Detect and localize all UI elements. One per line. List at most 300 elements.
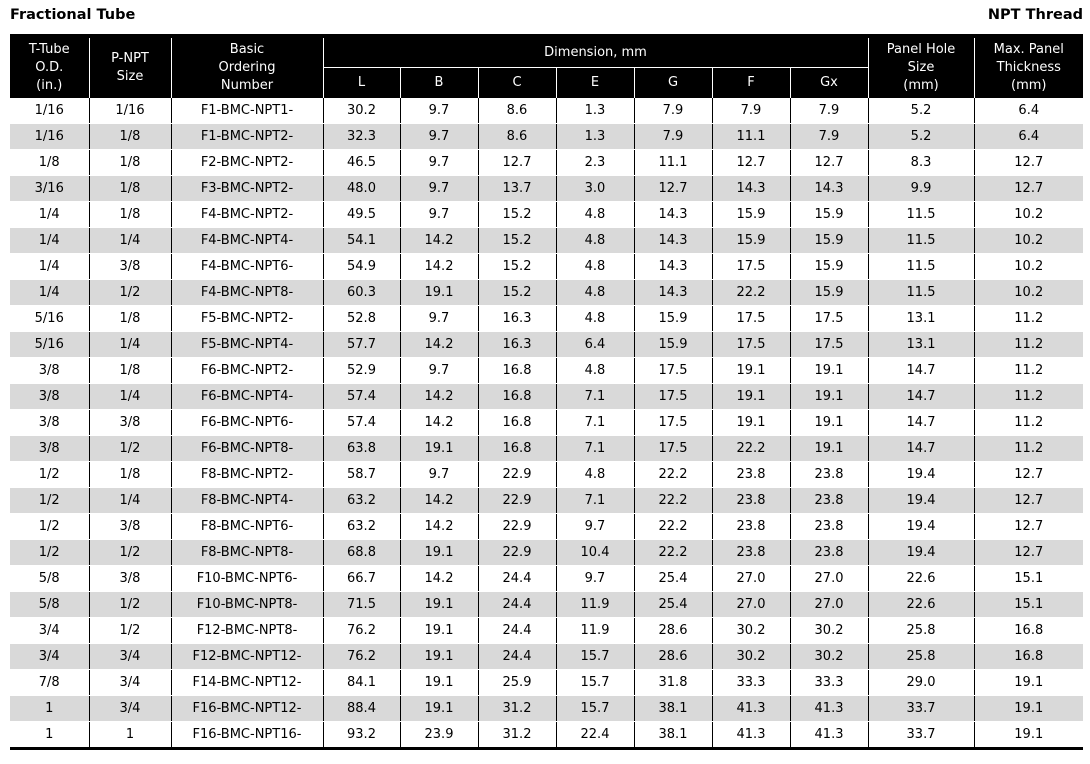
cell-dim-l: 84.1	[323, 670, 400, 696]
cell-dim-gx: 23.8	[790, 540, 868, 566]
table-row	[10, 98, 1083, 124]
cell-pnpt-size: 1/8	[89, 358, 171, 384]
cell-dim-f: 23.8	[712, 462, 790, 488]
cell-dim-e: 4.8	[556, 306, 634, 332]
cell-dim-l: 88.4	[323, 696, 400, 722]
cell-dim-e: 11.9	[556, 618, 634, 644]
cell-dim-g: 38.1	[634, 696, 712, 722]
cell-panel-hole-size: 14.7	[868, 358, 974, 384]
cell-dim-b: 19.1	[400, 696, 478, 722]
cell-tube-od: 1/16	[10, 98, 89, 124]
table-row	[10, 436, 1083, 462]
cell-tube-od: 3/4	[10, 618, 89, 644]
cell-dim-b: 9.7	[400, 462, 478, 488]
table-row	[10, 566, 1083, 592]
table-title: Fractional Tube	[10, 7, 136, 23]
cell-panel-hole-size: 25.8	[868, 618, 974, 644]
cell-dim-e: 4.8	[556, 358, 634, 384]
cell-pnpt-size: 1/2	[89, 592, 171, 618]
cell-ordering-number: F4-BMC-NPT8-	[171, 280, 323, 306]
cell-dim-l: 63.8	[323, 436, 400, 462]
cell-ordering-number: F8-BMC-NPT4-	[171, 488, 323, 514]
cell-dim-b: 9.7	[400, 150, 478, 176]
cell-tube-od: 3/4	[10, 644, 89, 670]
cell-max-panel-thickness: 11.2	[974, 306, 1083, 332]
cell-dim-c: 16.8	[478, 436, 556, 462]
cell-dim-f: 19.1	[712, 410, 790, 436]
cell-dim-f: 7.9	[712, 98, 790, 124]
cell-dim-f: 19.1	[712, 358, 790, 384]
cell-dim-b: 19.1	[400, 280, 478, 306]
cell-dim-l: 71.5	[323, 592, 400, 618]
cell-dim-g: 11.1	[634, 150, 712, 176]
cell-dim-f: 33.3	[712, 670, 790, 696]
cell-dim-e: 7.1	[556, 436, 634, 462]
cell-dim-c: 16.3	[478, 306, 556, 332]
cell-pnpt-size: 3/8	[89, 410, 171, 436]
cell-max-panel-thickness: 19.1	[974, 722, 1083, 749]
table-row	[10, 280, 1083, 306]
cell-dim-b: 14.2	[400, 410, 478, 436]
col-header-pnpt-size: P-NPT Size	[89, 38, 171, 98]
cell-dim-gx: 15.9	[790, 254, 868, 280]
cell-dim-b: 9.7	[400, 176, 478, 202]
cell-dim-b: 19.1	[400, 670, 478, 696]
cell-pnpt-size: 3/4	[89, 644, 171, 670]
cell-dim-f: 30.2	[712, 644, 790, 670]
cell-dim-g: 22.2	[634, 540, 712, 566]
cell-dim-b: 14.2	[400, 384, 478, 410]
table-row	[10, 332, 1083, 358]
cell-dim-f: 22.2	[712, 436, 790, 462]
cell-dim-gx: 14.3	[790, 176, 868, 202]
cell-dim-f: 23.8	[712, 514, 790, 540]
cell-dim-b: 14.2	[400, 254, 478, 280]
cell-dim-g: 17.5	[634, 384, 712, 410]
table-row	[10, 410, 1083, 436]
cell-dim-g: 31.8	[634, 670, 712, 696]
cell-dim-f: 12.7	[712, 150, 790, 176]
cell-dim-l: 46.5	[323, 150, 400, 176]
cell-pnpt-size: 1/8	[89, 124, 171, 150]
cell-dim-g: 14.3	[634, 228, 712, 254]
cell-panel-hole-size: 19.4	[868, 462, 974, 488]
cell-dim-f: 41.3	[712, 696, 790, 722]
cell-panel-hole-size: 33.7	[868, 696, 974, 722]
cell-dim-g: 28.6	[634, 644, 712, 670]
cell-dim-f: 14.3	[712, 176, 790, 202]
cell-dim-g: 38.1	[634, 722, 712, 749]
col-header-ordering-number: Basic Ordering Number	[171, 38, 323, 98]
cell-tube-od: 1/4	[10, 202, 89, 228]
cell-pnpt-size: 1/8	[89, 306, 171, 332]
cell-dim-g: 25.4	[634, 592, 712, 618]
cell-dim-b: 19.1	[400, 540, 478, 566]
cell-max-panel-thickness: 15.1	[974, 566, 1083, 592]
cell-dim-gx: 19.1	[790, 384, 868, 410]
table-row	[10, 124, 1083, 150]
cell-dim-gx: 27.0	[790, 566, 868, 592]
cell-max-panel-thickness: 10.2	[974, 228, 1083, 254]
cell-dim-c: 24.4	[478, 566, 556, 592]
cell-pnpt-size: 1/2	[89, 618, 171, 644]
cell-dim-gx: 17.5	[790, 332, 868, 358]
cell-dim-e: 9.7	[556, 514, 634, 540]
cell-ordering-number: F2-BMC-NPT2-	[171, 150, 323, 176]
cell-dim-l: 60.3	[323, 280, 400, 306]
cell-dim-l: 66.7	[323, 566, 400, 592]
cell-pnpt-size: 3/8	[89, 514, 171, 540]
cell-dim-l: 76.2	[323, 644, 400, 670]
cell-dim-gx: 41.3	[790, 696, 868, 722]
cell-ordering-number: F1-BMC-NPT2-	[171, 124, 323, 150]
cell-tube-od: 1/8	[10, 150, 89, 176]
cell-dim-b: 19.1	[400, 618, 478, 644]
cell-tube-od: 5/16	[10, 332, 89, 358]
cell-dim-c: 15.2	[478, 254, 556, 280]
cell-dim-b: 9.7	[400, 202, 478, 228]
table-row	[10, 514, 1083, 540]
cell-ordering-number: F12-BMC-NPT8-	[171, 618, 323, 644]
table-row	[10, 228, 1083, 254]
cell-dim-e: 22.4	[556, 722, 634, 749]
cell-dim-c: 15.2	[478, 280, 556, 306]
cell-tube-od: 1/4	[10, 254, 89, 280]
cell-dim-g: 15.9	[634, 332, 712, 358]
col-header-gx: Gx	[790, 68, 868, 99]
cell-dim-gx: 30.2	[790, 644, 868, 670]
cell-ordering-number: F14-BMC-NPT12-	[171, 670, 323, 696]
cell-dim-gx: 12.7	[790, 150, 868, 176]
cell-pnpt-size: 3/8	[89, 566, 171, 592]
cell-dim-b: 14.2	[400, 488, 478, 514]
col-header-f: F	[712, 68, 790, 99]
col-header-c: C	[478, 68, 556, 99]
cell-dim-c: 22.9	[478, 514, 556, 540]
cell-dim-gx: 23.8	[790, 462, 868, 488]
cell-dim-l: 76.2	[323, 618, 400, 644]
cell-max-panel-thickness: 19.1	[974, 670, 1083, 696]
cell-tube-od: 1/16	[10, 124, 89, 150]
cell-dim-f: 27.0	[712, 566, 790, 592]
cell-pnpt-size: 1/8	[89, 462, 171, 488]
cell-dim-l: 57.4	[323, 410, 400, 436]
table-row	[10, 176, 1083, 202]
cell-dim-e: 15.7	[556, 670, 634, 696]
cell-dim-gx: 15.9	[790, 202, 868, 228]
cell-dim-c: 22.9	[478, 462, 556, 488]
cell-ordering-number: F5-BMC-NPT2-	[171, 306, 323, 332]
cell-max-panel-thickness: 12.7	[974, 514, 1083, 540]
cell-ordering-number: F6-BMC-NPT2-	[171, 358, 323, 384]
cell-dim-g: 25.4	[634, 566, 712, 592]
cell-tube-od: 1/2	[10, 488, 89, 514]
table-row	[10, 150, 1083, 176]
cell-panel-hole-size: 13.1	[868, 332, 974, 358]
cell-dim-gx: 27.0	[790, 592, 868, 618]
cell-dim-f: 15.9	[712, 228, 790, 254]
cell-pnpt-size: 1/8	[89, 202, 171, 228]
cell-max-panel-thickness: 12.7	[974, 462, 1083, 488]
cell-ordering-number: F6-BMC-NPT4-	[171, 384, 323, 410]
table-row	[10, 384, 1083, 410]
cell-dim-c: 31.2	[478, 696, 556, 722]
cell-dim-c: 13.7	[478, 176, 556, 202]
cell-panel-hole-size: 19.4	[868, 540, 974, 566]
cell-dim-f: 15.9	[712, 202, 790, 228]
cell-dim-c: 15.2	[478, 228, 556, 254]
cell-dim-g: 17.5	[634, 358, 712, 384]
cell-dim-g: 15.9	[634, 306, 712, 332]
cell-pnpt-size: 3/4	[89, 670, 171, 696]
table-row	[10, 358, 1083, 384]
cell-dim-c: 16.8	[478, 384, 556, 410]
cell-dim-f: 17.5	[712, 306, 790, 332]
cell-dim-f: 17.5	[712, 254, 790, 280]
cell-panel-hole-size: 22.6	[868, 566, 974, 592]
cell-tube-od: 5/8	[10, 592, 89, 618]
cell-dim-gx: 15.9	[790, 280, 868, 306]
cell-pnpt-size: 1/2	[89, 436, 171, 462]
cell-max-panel-thickness: 11.2	[974, 332, 1083, 358]
cell-pnpt-size: 1/8	[89, 176, 171, 202]
cell-dim-g: 28.6	[634, 618, 712, 644]
cell-dim-b: 19.1	[400, 436, 478, 462]
cell-dim-g: 7.9	[634, 98, 712, 124]
cell-dim-l: 54.1	[323, 228, 400, 254]
cell-panel-hole-size: 19.4	[868, 514, 974, 540]
table-row	[10, 202, 1083, 228]
cell-dim-c: 15.2	[478, 202, 556, 228]
cell-dim-e: 1.3	[556, 98, 634, 124]
cell-dim-b: 9.7	[400, 306, 478, 332]
cell-dim-e: 10.4	[556, 540, 634, 566]
cell-ordering-number: F4-BMC-NPT2-	[171, 202, 323, 228]
cell-dim-g: 22.2	[634, 462, 712, 488]
cell-dim-c: 22.9	[478, 540, 556, 566]
table-row	[10, 644, 1083, 670]
cell-panel-hole-size: 11.5	[868, 254, 974, 280]
cell-panel-hole-size: 22.6	[868, 592, 974, 618]
cell-dim-b: 9.7	[400, 358, 478, 384]
cell-tube-od: 1	[10, 696, 89, 722]
cell-pnpt-size: 1/4	[89, 332, 171, 358]
table-row	[10, 670, 1083, 696]
cell-max-panel-thickness: 11.2	[974, 384, 1083, 410]
table-body	[10, 98, 1083, 749]
cell-dim-b: 14.2	[400, 332, 478, 358]
cell-dim-e: 15.7	[556, 644, 634, 670]
table-row	[10, 306, 1083, 332]
cell-dim-c: 24.4	[478, 618, 556, 644]
cell-dim-f: 11.1	[712, 124, 790, 150]
cell-dim-gx: 23.8	[790, 514, 868, 540]
cell-dim-c: 24.4	[478, 592, 556, 618]
cell-max-panel-thickness: 15.1	[974, 592, 1083, 618]
cell-tube-od: 5/16	[10, 306, 89, 332]
title-row	[10, 7, 1083, 29]
cell-max-panel-thickness: 11.2	[974, 410, 1083, 436]
cell-dim-g: 14.3	[634, 280, 712, 306]
cell-dim-gx: 19.1	[790, 358, 868, 384]
cell-dim-g: 17.5	[634, 410, 712, 436]
cell-dim-f: 30.2	[712, 618, 790, 644]
cell-dim-c: 8.6	[478, 98, 556, 124]
table-row	[10, 618, 1083, 644]
cell-dim-gx: 23.8	[790, 488, 868, 514]
cell-dim-f: 23.8	[712, 488, 790, 514]
cell-panel-hole-size: 11.5	[868, 228, 974, 254]
cell-ordering-number: F4-BMC-NPT4-	[171, 228, 323, 254]
cell-panel-hole-size: 19.4	[868, 488, 974, 514]
cell-pnpt-size: 3/8	[89, 254, 171, 280]
cell-pnpt-size: 1/2	[89, 280, 171, 306]
table-row	[10, 488, 1083, 514]
cell-max-panel-thickness: 10.2	[974, 202, 1083, 228]
table-row	[10, 254, 1083, 280]
cell-max-panel-thickness: 6.4	[974, 98, 1083, 124]
cell-dim-e: 7.1	[556, 384, 634, 410]
cell-dim-b: 9.7	[400, 124, 478, 150]
cell-panel-hole-size: 14.7	[868, 410, 974, 436]
cell-dim-e: 7.1	[556, 410, 634, 436]
cell-ordering-number: F16-BMC-NPT12-	[171, 696, 323, 722]
cell-ordering-number: F3-BMC-NPT2-	[171, 176, 323, 202]
cell-dim-e: 1.3	[556, 124, 634, 150]
cell-tube-od: 1/2	[10, 462, 89, 488]
cell-dim-b: 23.9	[400, 722, 478, 749]
cell-dim-e: 9.7	[556, 566, 634, 592]
cell-dim-l: 93.2	[323, 722, 400, 749]
cell-ordering-number: F12-BMC-NPT12-	[171, 644, 323, 670]
cell-dim-f: 27.0	[712, 592, 790, 618]
cell-dim-g: 22.2	[634, 488, 712, 514]
cell-panel-hole-size: 14.7	[868, 384, 974, 410]
cell-dim-gx: 17.5	[790, 306, 868, 332]
cell-ordering-number: F8-BMC-NPT6-	[171, 514, 323, 540]
fitting-spec-table	[10, 38, 1083, 750]
cell-panel-hole-size: 33.7	[868, 722, 974, 749]
cell-dim-f: 19.1	[712, 384, 790, 410]
cell-ordering-number: F5-BMC-NPT4-	[171, 332, 323, 358]
cell-pnpt-size: 1/4	[89, 384, 171, 410]
cell-ordering-number: F6-BMC-NPT8-	[171, 436, 323, 462]
cell-max-panel-thickness: 12.7	[974, 150, 1083, 176]
cell-panel-hole-size: 11.5	[868, 280, 974, 306]
cell-dim-l: 68.8	[323, 540, 400, 566]
cell-ordering-number: F4-BMC-NPT6-	[171, 254, 323, 280]
cell-dim-c: 16.3	[478, 332, 556, 358]
cell-dim-f: 17.5	[712, 332, 790, 358]
table-row	[10, 592, 1083, 618]
cell-dim-l: 52.9	[323, 358, 400, 384]
cell-max-panel-thickness: 12.7	[974, 176, 1083, 202]
cell-dim-e: 4.8	[556, 202, 634, 228]
cell-dim-gx: 15.9	[790, 228, 868, 254]
cell-tube-od: 3/8	[10, 358, 89, 384]
cell-panel-hole-size: 14.7	[868, 436, 974, 462]
cell-dim-e: 4.8	[556, 462, 634, 488]
cell-max-panel-thickness: 19.1	[974, 696, 1083, 722]
cell-panel-hole-size: 11.5	[868, 202, 974, 228]
cell-max-panel-thickness: 11.2	[974, 358, 1083, 384]
cell-panel-hole-size: 5.2	[868, 98, 974, 124]
cell-ordering-number: F16-BMC-NPT16-	[171, 722, 323, 749]
col-header-panel-hole: Panel Hole Size (mm)	[868, 38, 974, 98]
cell-dim-f: 41.3	[712, 722, 790, 749]
cell-tube-od: 1	[10, 722, 89, 749]
cell-dim-c: 24.4	[478, 644, 556, 670]
cell-dim-b: 19.1	[400, 592, 478, 618]
col-header-b: B	[400, 68, 478, 99]
cell-panel-hole-size: 8.3	[868, 150, 974, 176]
cell-dim-c: 31.2	[478, 722, 556, 749]
col-header-g: G	[634, 68, 712, 99]
cell-max-panel-thickness: 10.2	[974, 280, 1083, 306]
cell-dim-e: 11.9	[556, 592, 634, 618]
cell-panel-hole-size: 29.0	[868, 670, 974, 696]
table-row	[10, 462, 1083, 488]
cell-tube-od: 1/2	[10, 540, 89, 566]
cell-dim-e: 4.8	[556, 254, 634, 280]
thread-type-title: NPT Thread	[987, 7, 1083, 23]
cell-dim-gx: 7.9	[790, 98, 868, 124]
cell-dim-c: 22.9	[478, 488, 556, 514]
col-group-dimension: Dimension, mm	[323, 38, 868, 68]
cell-dim-l: 32.3	[323, 124, 400, 150]
cell-max-panel-thickness: 11.2	[974, 436, 1083, 462]
cell-dim-g: 12.7	[634, 176, 712, 202]
cell-dim-e: 2.3	[556, 150, 634, 176]
cell-ordering-number: F8-BMC-NPT8-	[171, 540, 323, 566]
cell-dim-e: 7.1	[556, 488, 634, 514]
cell-dim-l: 63.2	[323, 514, 400, 540]
cell-max-panel-thickness: 16.8	[974, 618, 1083, 644]
cell-dim-g: 22.2	[634, 514, 712, 540]
cell-dim-f: 22.2	[712, 280, 790, 306]
cell-pnpt-size: 1/16	[89, 98, 171, 124]
cell-dim-b: 19.1	[400, 644, 478, 670]
col-header-l: L	[323, 68, 400, 99]
cell-dim-l: 63.2	[323, 488, 400, 514]
cell-dim-l: 57.7	[323, 332, 400, 358]
cell-dim-l: 48.0	[323, 176, 400, 202]
cell-dim-gx: 19.1	[790, 410, 868, 436]
cell-tube-od: 1/2	[10, 514, 89, 540]
cell-pnpt-size: 1/4	[89, 228, 171, 254]
cell-panel-hole-size: 9.9	[868, 176, 974, 202]
cell-dim-e: 4.8	[556, 228, 634, 254]
table-row	[10, 540, 1083, 566]
cell-tube-od: 7/8	[10, 670, 89, 696]
cell-dim-e: 6.4	[556, 332, 634, 358]
cell-dim-gx: 7.9	[790, 124, 868, 150]
cell-dim-e: 15.7	[556, 696, 634, 722]
cell-dim-l: 57.4	[323, 384, 400, 410]
col-header-e: E	[556, 68, 634, 99]
cell-dim-b: 14.2	[400, 514, 478, 540]
cell-dim-c: 25.9	[478, 670, 556, 696]
cell-dim-g: 17.5	[634, 436, 712, 462]
cell-panel-hole-size: 5.2	[868, 124, 974, 150]
cell-dim-gx: 19.1	[790, 436, 868, 462]
cell-ordering-number: F10-BMC-NPT8-	[171, 592, 323, 618]
cell-dim-g: 14.3	[634, 254, 712, 280]
cell-ordering-number: F10-BMC-NPT6-	[171, 566, 323, 592]
cell-pnpt-size: 1/8	[89, 150, 171, 176]
cell-max-panel-thickness: 12.7	[974, 540, 1083, 566]
cell-panel-hole-size: 25.8	[868, 644, 974, 670]
